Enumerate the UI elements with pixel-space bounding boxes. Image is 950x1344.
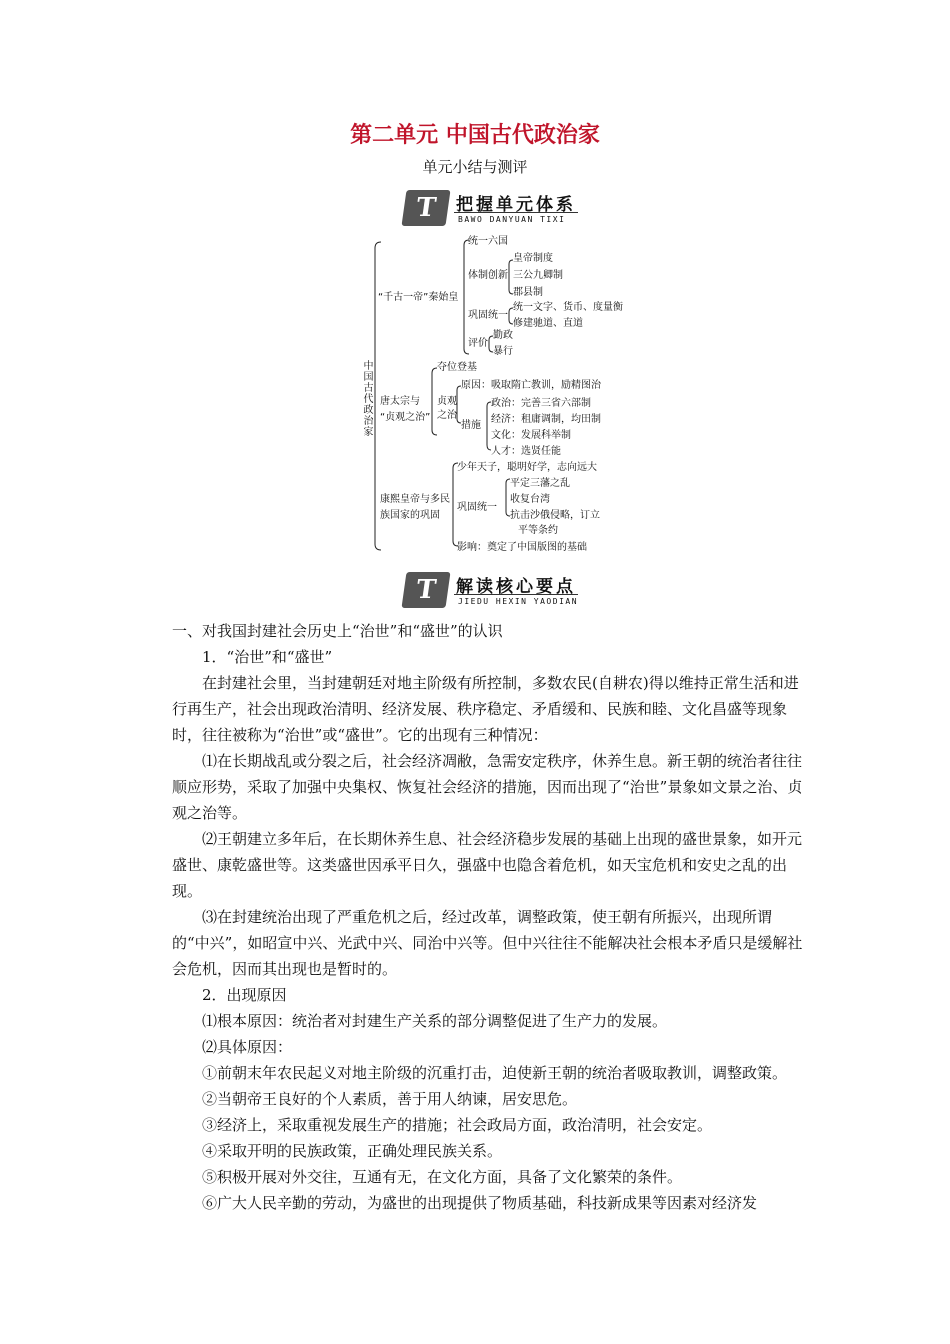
tang-label: “贞观之治” (380, 412, 431, 423)
banner-divider (454, 212, 578, 213)
kangxi-impact: 影响：奠定了中国版图的基础 (457, 542, 587, 553)
kangxi-consolidate: 巩固统一 (457, 502, 497, 513)
paragraph: 在封建社会里，当封建朝廷对地主阶级有所控制，多数农民(自耕农)得以维持正常生活和进行再生产，社会出现政治清明、经济发展、秩序稳定、矛盾缓和、民族和睦、文化昌盛等现象时，往往被称为“治世”或“盛世”。它的出现有三种情况： (172, 674, 799, 744)
tang-zhenguan: 之治 (437, 410, 457, 421)
paragraph: ⑴根本原因：统治者对封建生产关系的部分调整促进了生产力的发展。 (202, 1012, 668, 1030)
kangxi-item: 平等条约 (518, 525, 558, 536)
kangxi-youth: 少年天子，聪明好学，志向远大 (457, 462, 597, 473)
knowledge-tree-diagram (350, 232, 650, 562)
qin-eval-item: 暴行 (493, 346, 513, 357)
tang-seize: 夺位登基 (437, 362, 477, 373)
section-heading: 一、对我国封建社会历史上“治世”和“盛世”的认识 (172, 622, 503, 640)
tang-measure-item: 经济：租庸调制，均田制 (491, 414, 601, 425)
qin-unify: 统一六国 (468, 236, 508, 247)
kangxi-item: 平定三藩之乱 (510, 478, 570, 489)
banner-pinyin: BAWO DANYUAN TIXI (458, 215, 566, 224)
banner-divider (454, 594, 578, 595)
qin-consolidate-item: 统一文字、货币、度量衡 (513, 302, 623, 313)
paragraph: ③经济上，采取重视发展生产的措施；社会政局方面，政治清明，社会安定。 (202, 1116, 713, 1134)
tang-zhenguan: 贞观 (437, 396, 457, 407)
banner-title: 解读核心要点 (456, 577, 576, 597)
paragraph: ⑴在长期战乱或分裂之后，社会经济凋敝，急需安定秩序，休养生息。新王朝的统治者往往顺应形势，采取了加强中央集权、恢复社会经济的措施，因而出现了“治世”景象如文景之治、贞观之治等。 (172, 752, 803, 822)
kangxi-item: 收复台湾 (510, 494, 550, 505)
tang-measures: 措施 (461, 420, 481, 431)
qin-consolidate: 巩固统一 (468, 310, 508, 321)
subsection-heading: 1．“治世”和“盛世” (202, 648, 333, 666)
diagram-root: 中国古代政治家 (361, 360, 372, 437)
paragraph: ⑵王朝建立多年后，在长期休养生息、社会经济稳步发展的基础上出现的盛世景象，如开元盛世、康乾盛世等。这类盛世因承平日久，强盛中也隐含着危机，如天宝危机和安史之乱的出现。 (172, 830, 803, 900)
paragraph: ⑵具体原因： (202, 1038, 293, 1056)
qin-eval-item: 勤政 (493, 330, 513, 341)
qin-system-item: 三公九卿制 (513, 270, 563, 281)
kangxi-label: 族国家的巩固 (380, 510, 440, 521)
page-title: 第二单元 中国古代政治家 (350, 123, 600, 148)
qin-system-item: 皇帝制度 (513, 253, 553, 264)
qin-consolidate-item: 修建驰道、直道 (513, 318, 583, 329)
paragraph: ⑥广大人民辛勤的劳动，为盛世的出现提供了物质基础，科技新成果等因素对经济发 (202, 1194, 758, 1212)
body-text (172, 618, 808, 1216)
tang-label: 唐太宗与 (380, 396, 420, 407)
qin-system-item: 郡县制 (513, 287, 543, 298)
banner-pinyin: JIEDU HEXIN YAODIAN (458, 597, 579, 606)
qin-eval: 评价 (468, 338, 488, 349)
section-logo-icon: T (401, 190, 450, 226)
tang-reason: 原因：吸取隋亡教训，励精图治 (461, 380, 601, 391)
kangxi-label: 康熙皇帝与多民 (380, 494, 450, 505)
section-banner-core (400, 570, 580, 614)
qin-system: 体制创新 (468, 270, 508, 281)
paragraph: ⑤积极开展对外交往，互通有无，在文化方面，具备了文化繁荣的条件。 (202, 1168, 683, 1186)
tang-measure-item: 人才：选贤任能 (491, 446, 561, 457)
tang-measure-item: 文化：发展科举制 (491, 430, 571, 441)
section-banner-system (400, 188, 580, 232)
kangxi-item: 抗击沙俄侵略，订立 (510, 510, 600, 521)
paragraph: ④采取开明的民族政策，正确处理民族关系。 (202, 1142, 503, 1160)
qin-label: “千古一帝”秦始皇 (378, 292, 459, 303)
banner-title: 把握单元体系 (456, 195, 576, 215)
tang-measure-item: 政治：完善三省六部制 (491, 398, 591, 409)
section-logo-icon: T (401, 572, 450, 608)
paragraph: ①前朝末年农民起义对地主阶级的沉重打击，迫使新王朝的统治者吸取教训，调整政策。 (202, 1064, 788, 1082)
page-subtitle: 单元小结与测评 (422, 158, 528, 176)
paragraph: ⑶在封建统治出现了严重危机之后，经过改革，调整政策，使王朝有所振兴，出现所谓的“中兴”，如昭宣中兴、光武中兴、同治中兴等。但中兴往往不能解决社会根本矛盾只是缓解社会危机，因而其出现也是暂时的。 (172, 908, 803, 978)
paragraph: ②当朝帝王良好的个人素质，善于用人纳谏，居安思危。 (202, 1090, 578, 1108)
subsection-heading: 2．出现原因 (202, 986, 287, 1004)
